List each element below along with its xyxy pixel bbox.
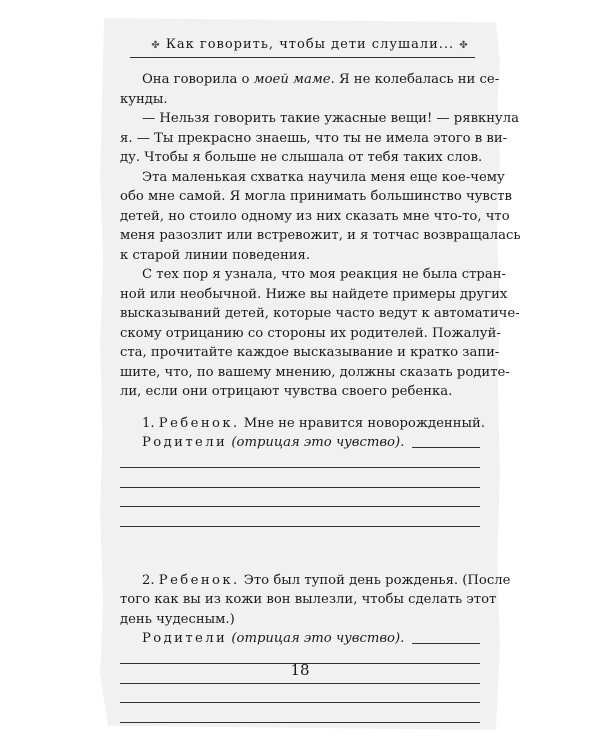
paragraph-4-line: шите, что, по вашему мнению, должны сказать родите- <box>120 364 510 380</box>
answer-blank[interactable] <box>412 447 480 448</box>
paragraph-1-line: Она говорила о моей маме. Я не колебалась ни се- <box>142 72 500 87</box>
child-label: Ребенок. <box>158 415 240 431</box>
header-rule <box>130 57 475 58</box>
parent-answer-row <box>120 433 480 453</box>
child-label: Ребенок. <box>158 572 240 588</box>
ornament-right-icon: ✤ <box>459 40 469 51</box>
parent-answer-row <box>120 629 480 649</box>
paragraph-3-line: меня разозлит или встревожит, и я тотчас возвращалась <box>120 228 521 243</box>
ornament-left-icon: ✤ <box>151 40 161 51</box>
paragraph-2-line: ду. Чтобы я больше не слышала от тебя таких слов. <box>120 150 483 165</box>
answer-line[interactable] <box>120 511 480 531</box>
paragraph-3-line: к старой линии поведения. <box>120 247 311 263</box>
parent-note: (отрицая это чувство). <box>231 435 405 450</box>
parent-label: Родители <box>142 631 228 646</box>
exercise-statement: 1. Ребенок. Мне не нравится новорожденный. <box>142 415 485 431</box>
paragraph-3-line: детей, но стоило одному из них сказать мне что-то, что <box>120 208 510 224</box>
answer-blank[interactable] <box>412 643 480 644</box>
paragraph-4-line: С тех пор я узнала, что моя реакция не была стран- <box>142 267 506 282</box>
paragraph-4-line: скому отрицанию со стороны их родителей. Пожалуй- <box>120 325 501 341</box>
answer-line[interactable] <box>120 472 480 492</box>
exercise-1 <box>120 414 485 531</box>
parent-label: Родители <box>142 435 228 450</box>
page-body <box>120 70 521 727</box>
exercise-statement: день чудесным.) <box>120 611 235 627</box>
paragraph-4-line: ли, если они отрицают чувства своего ребенка. <box>120 384 453 399</box>
paragraph-4-line: ной или необычной. Ниже вы найдете примеры других <box>120 286 508 302</box>
answer-line[interactable] <box>120 688 480 708</box>
paragraph-4-line: ста, прочитайте каждое высказывание и кратко запи- <box>120 345 500 360</box>
running-header <box>150 37 470 52</box>
page-number: 18 <box>290 661 310 679</box>
paragraph-3-line: обо мне самой. Я могла принимать большинство чувств <box>120 189 512 204</box>
emphasis-text: моей маме <box>253 72 331 87</box>
footer-rule <box>264 683 340 684</box>
paragraph-2-line: я. — Ты прекрасно знаешь, что ты не имела этого в ви- <box>120 130 508 146</box>
parent-note: (отрицая это чувство). <box>231 631 405 646</box>
paragraph-4-line: высказываний детей, которые часто ведут к автоматиче- <box>120 306 520 321</box>
answer-line[interactable] <box>120 492 480 512</box>
answer-line[interactable] <box>120 707 480 727</box>
paragraph-1-line: кунды. <box>120 91 168 107</box>
exercise-statement: того как вы из кожи вон вылезли, чтобы сделать этот <box>120 592 497 607</box>
running-header-title: Как говорить, чтобы дети слушали... <box>165 37 455 52</box>
paragraph-2-line: — Нельзя говорить такие ужасные вещи! — рявкнула <box>142 111 520 126</box>
exercise-statement: 2. Ребенок. Это был тупой день рожденья. (После <box>142 572 511 588</box>
exercise-2 <box>120 571 511 727</box>
paragraph-3-line: Эта маленькая схватка научила меня еще кое-чему <box>142 169 505 185</box>
answer-line[interactable] <box>120 453 480 473</box>
